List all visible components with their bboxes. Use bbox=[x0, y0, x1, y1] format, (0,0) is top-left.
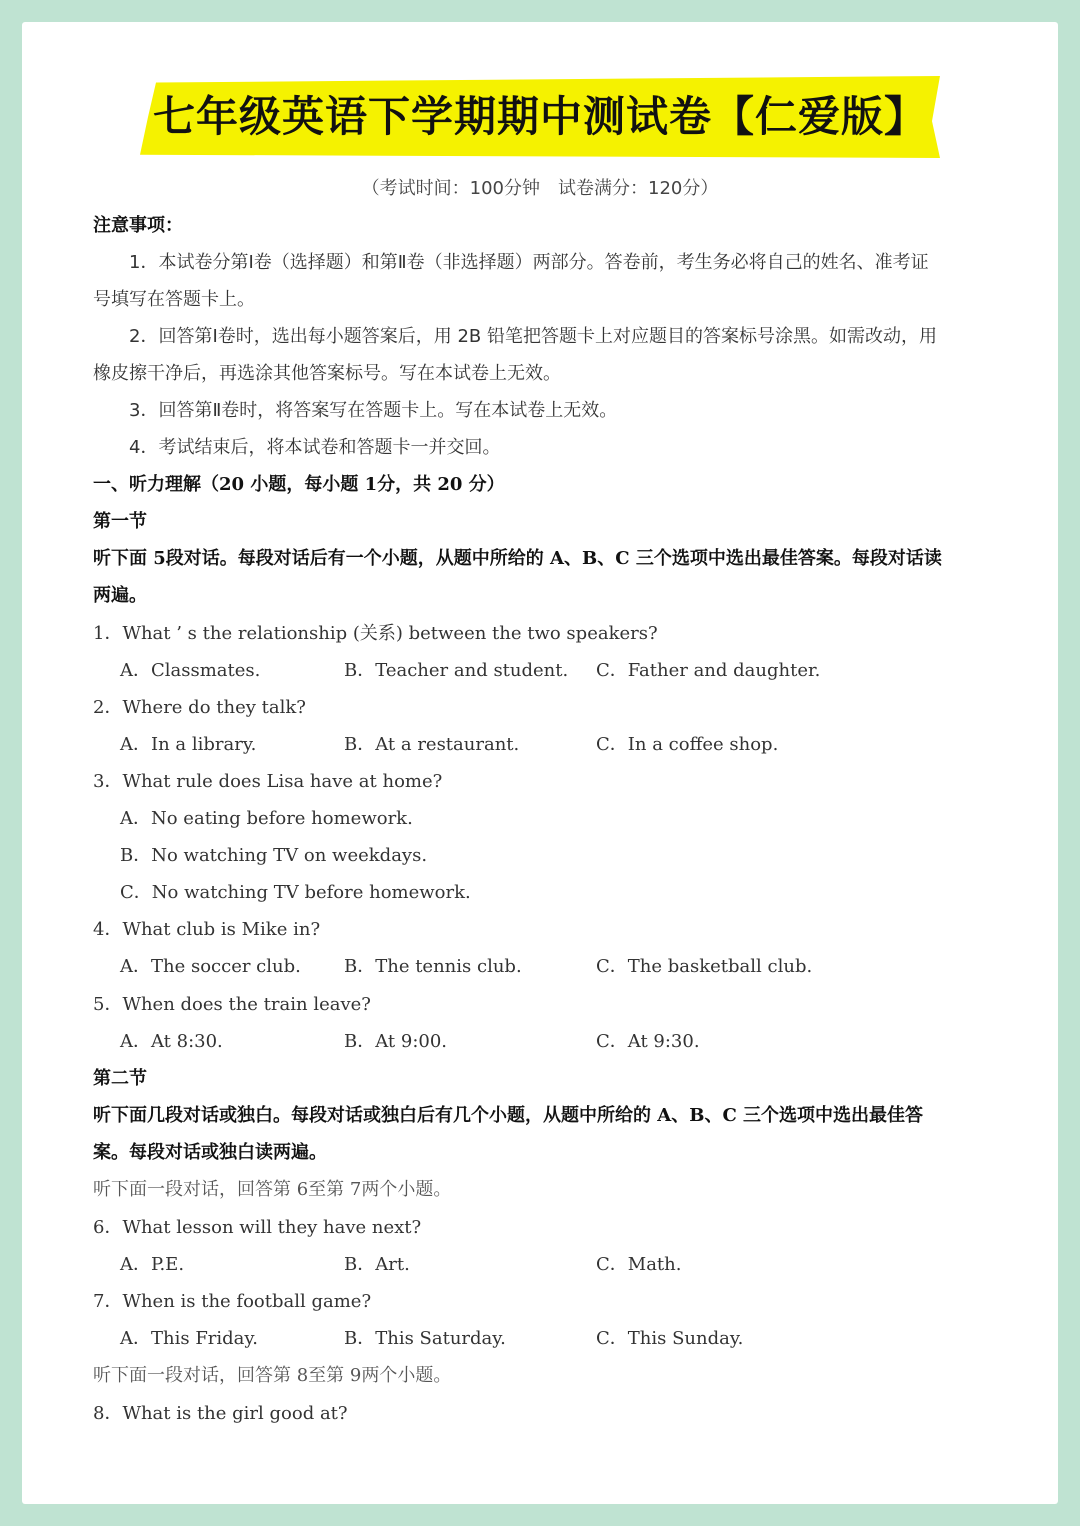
notice-item-1: 1．本试卷分第Ⅰ卷（选择题）和第Ⅱ卷（非选择题）两部分。答卷前，考生务必将自己的姓名、准考证 bbox=[129, 252, 929, 273]
q7-option-c: C．This Sunday. bbox=[596, 1328, 744, 1349]
q6-option-b: B．Art. bbox=[344, 1254, 410, 1275]
page-title: 七年级英语下学期期中测试卷【仁爱版】 bbox=[152, 92, 927, 141]
q4-option-c: C．The basketball club. bbox=[596, 956, 813, 977]
listen-note-6-7: 听下面一段对话，回答第 6至第 7两个小题。 bbox=[93, 1179, 452, 1200]
q6-option-a: A．P.E. bbox=[120, 1254, 185, 1275]
q1-option-a: A．Classmates. bbox=[120, 660, 261, 681]
question-7: 7．When is the football game? bbox=[93, 1291, 372, 1312]
question-5: 5．When does the train leave? bbox=[93, 994, 371, 1015]
q1-option-b: B．Teacher and student. bbox=[344, 660, 569, 681]
question-3: 3．What rule does Lisa have at home? bbox=[93, 771, 443, 792]
notice-item-1-cont: 号填写在答题卡上。 bbox=[93, 289, 255, 310]
q6-option-c: C．Math. bbox=[596, 1254, 682, 1275]
q5-option-b: B．At 9:00. bbox=[344, 1031, 448, 1052]
q7-option-b: B．This Saturday. bbox=[344, 1328, 506, 1349]
q3-option-b: B．No watching TV on weekdays. bbox=[120, 845, 428, 866]
q4-option-a: A．The soccer club. bbox=[120, 956, 301, 977]
section1-instructions-cont: 两遍。 bbox=[93, 585, 147, 606]
q3-option-a: A．No eating before homework. bbox=[120, 808, 413, 829]
q7-option-a: A．This Friday. bbox=[120, 1328, 258, 1349]
section2-instructions-cont: 案。每段对话或独白读两遍。 bbox=[93, 1142, 327, 1163]
q5-option-c: C．At 9:30. bbox=[596, 1031, 700, 1052]
q1-option-c: C．Father and daughter. bbox=[596, 660, 821, 681]
exam-info: （考试时间：100分钟 试卷满分：120分） bbox=[361, 178, 719, 199]
section2-heading: 第二节 bbox=[93, 1068, 147, 1089]
q2-option-a: A．In a library. bbox=[120, 734, 257, 755]
exam-page bbox=[22, 22, 1058, 1504]
section1-heading: 第一节 bbox=[93, 511, 147, 532]
q2-option-c: C．In a coffee shop. bbox=[596, 734, 779, 755]
notice-item-2-cont: 橡皮擦干净后，再选涂其他答案标号。写在本试卷上无效。 bbox=[93, 363, 561, 384]
q5-option-a: A．At 8:30. bbox=[120, 1031, 223, 1052]
section1-instructions: 听下面 5段对话。每段对话后有一个小题，从题中所给的 A、B、C 三个选项中选出最佳答案。每段对话读 bbox=[93, 548, 942, 569]
part1-heading: 一、听力理解（20 小题，每小题 1分，共 20 分） bbox=[93, 474, 505, 495]
question-1: 1．What ’ s the relationship (关系) between the two speakers? bbox=[93, 623, 658, 644]
title-banner bbox=[140, 76, 940, 158]
q2-option-b: B．At a restaurant. bbox=[344, 734, 520, 755]
question-8: 8．What is the girl good at? bbox=[93, 1403, 348, 1424]
q4-option-b: B．The tennis club. bbox=[344, 956, 522, 977]
notice-item-3: 3．回答第Ⅱ卷时，将答案写在答题卡上。写在本试卷上无效。 bbox=[129, 400, 618, 421]
question-6: 6．What lesson will they have next? bbox=[93, 1217, 422, 1238]
question-4: 4．What club is Mike in? bbox=[93, 919, 321, 940]
notice-item-2: 2．回答第Ⅰ卷时，选出每小题答案后，用 2B 铅笔把答题卡上对应题目的答案标号涂黑。如需改动，用 bbox=[129, 326, 938, 347]
section2-instructions: 听下面几段对话或独白。每段对话或独白后有几个小题，从题中所给的 A、B、C 三个选项中选出最佳答 bbox=[93, 1105, 924, 1126]
notice-item-4: 4．考试结束后，将本试卷和答题卡一并交回。 bbox=[129, 437, 501, 458]
q3-option-c: C．No watching TV before homework. bbox=[120, 882, 471, 903]
notice-heading: 注意事项： bbox=[93, 215, 183, 236]
listen-note-8-9: 听下面一段对话，回答第 8至第 9两个小题。 bbox=[93, 1365, 452, 1386]
question-2: 2．Where do they talk? bbox=[93, 697, 306, 718]
